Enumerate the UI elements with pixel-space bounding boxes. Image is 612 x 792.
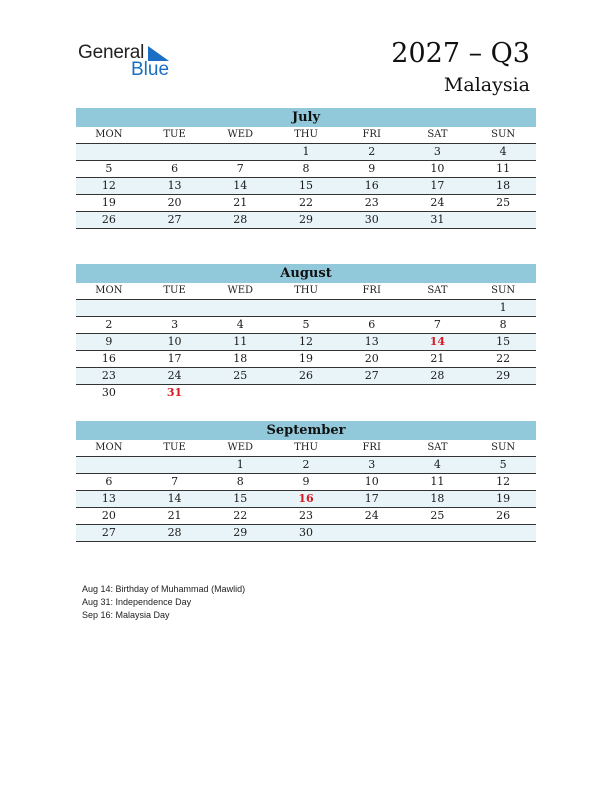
day-cell: 8 xyxy=(470,317,536,334)
day-cell: 8 xyxy=(273,161,339,178)
day-cell: 23 xyxy=(339,195,405,212)
day-cell: 2 xyxy=(273,457,339,474)
day-cell: 15 xyxy=(207,491,273,508)
day-cell: 21 xyxy=(142,508,208,525)
weekday-label: SAT xyxy=(405,127,471,144)
empty-day-cell xyxy=(273,300,339,317)
empty-day-cell xyxy=(470,385,536,401)
weekday-label: SUN xyxy=(470,127,536,144)
month-july xyxy=(76,108,536,229)
day-cell: 27 xyxy=(142,212,208,229)
holiday-note: Aug 14: Birthday of Muhammad (Mawlid) xyxy=(82,584,246,594)
day-cell: 22 xyxy=(470,351,536,368)
weekday-label: TUE xyxy=(142,127,208,144)
holiday-notes xyxy=(82,583,245,622)
empty-day-cell xyxy=(142,144,208,161)
day-cell: 9 xyxy=(76,334,142,351)
empty-day-cell xyxy=(405,300,471,317)
day-cell: 20 xyxy=(142,195,208,212)
weekday-label: MON xyxy=(76,127,142,144)
weekday-label: SAT xyxy=(405,440,471,457)
day-cell: 30 xyxy=(273,525,339,542)
day-cell: 23 xyxy=(76,368,142,385)
weekday-label: SAT xyxy=(405,283,471,300)
country-name: Malaysia xyxy=(443,74,530,96)
day-cell: 5 xyxy=(470,457,536,474)
weekday-label: FRI xyxy=(339,127,405,144)
month-september xyxy=(76,421,536,542)
day-cell: 13 xyxy=(76,491,142,508)
weekday-label: FRI xyxy=(339,283,405,300)
page-title: 2027 – Q3 xyxy=(391,38,530,69)
day-cell: 7 xyxy=(142,474,208,491)
day-cell: 3 xyxy=(142,317,208,334)
day-cell: 24 xyxy=(142,368,208,385)
day-cell: 18 xyxy=(405,491,471,508)
day-cell: 29 xyxy=(273,212,339,229)
day-cell: 23 xyxy=(273,508,339,525)
day-cell: 6 xyxy=(142,161,208,178)
day-cell: 25 xyxy=(470,195,536,212)
day-cell: 8 xyxy=(207,474,273,491)
weekday-label: FRI xyxy=(339,440,405,457)
holiday-note: Aug 31: Independence Day xyxy=(82,597,192,607)
day-cell: 15 xyxy=(470,334,536,351)
day-cell: 11 xyxy=(207,334,273,351)
day-cell: 10 xyxy=(339,474,405,491)
empty-day-cell xyxy=(76,144,142,161)
weekday-label: WED xyxy=(207,127,273,144)
weekday-label: THU xyxy=(273,440,339,457)
day-cell: 4 xyxy=(405,457,471,474)
day-cell: 24 xyxy=(339,508,405,525)
day-cell: 13 xyxy=(339,334,405,351)
logo-word-blue: Blue xyxy=(131,59,170,80)
day-cell: 6 xyxy=(339,317,405,334)
empty-day-cell xyxy=(207,300,273,317)
weekday-label: TUE xyxy=(142,283,208,300)
weekday-label: WED xyxy=(207,440,273,457)
day-cell: 25 xyxy=(207,368,273,385)
empty-day-cell xyxy=(470,525,536,542)
day-cell: 5 xyxy=(273,317,339,334)
day-cell: 26 xyxy=(470,508,536,525)
day-cell: 18 xyxy=(470,178,536,195)
day-cell: 12 xyxy=(273,334,339,351)
day-cell: 26 xyxy=(273,368,339,385)
day-cell: 4 xyxy=(207,317,273,334)
day-cell: 17 xyxy=(339,491,405,508)
empty-day-cell xyxy=(339,300,405,317)
day-cell: 19 xyxy=(273,351,339,368)
day-cell: 19 xyxy=(76,195,142,212)
day-cell: 19 xyxy=(470,491,536,508)
day-cell: 26 xyxy=(76,212,142,229)
day-cell: 16 xyxy=(339,178,405,195)
day-cell: 7 xyxy=(207,161,273,178)
weekday-label: TUE xyxy=(142,440,208,457)
holiday-day-cell: 16 xyxy=(273,491,339,508)
month-header: September xyxy=(76,421,536,440)
weekday-label: SUN xyxy=(470,283,536,300)
empty-day-cell xyxy=(405,385,471,401)
day-cell: 1 xyxy=(207,457,273,474)
day-cell: 20 xyxy=(339,351,405,368)
empty-day-cell xyxy=(405,525,471,542)
day-cell: 3 xyxy=(339,457,405,474)
day-cell: 11 xyxy=(405,474,471,491)
weekday-label: MON xyxy=(76,283,142,300)
day-cell: 2 xyxy=(339,144,405,161)
day-cell: 30 xyxy=(339,212,405,229)
calendar-grid xyxy=(76,283,536,401)
day-cell: 4 xyxy=(470,144,536,161)
day-cell: 29 xyxy=(207,525,273,542)
weekday-label: THU xyxy=(273,283,339,300)
day-cell: 28 xyxy=(405,368,471,385)
holiday-day-cell: 31 xyxy=(166,386,183,399)
day-cell: 30 xyxy=(101,386,116,399)
day-cell: 1 xyxy=(273,144,339,161)
day-cell: 14 xyxy=(207,178,273,195)
day-cell: 25 xyxy=(405,508,471,525)
day-cell: 2 xyxy=(76,317,142,334)
day-cell: 21 xyxy=(207,195,273,212)
day-cell: 13 xyxy=(142,178,208,195)
empty-day-cell xyxy=(142,300,208,317)
holiday-note: Sep 16: Malaysia Day xyxy=(82,610,170,620)
day-cell: 1 xyxy=(470,300,536,317)
day-cell: 22 xyxy=(273,195,339,212)
day-cell: 18 xyxy=(207,351,273,368)
day-cell: 10 xyxy=(405,161,471,178)
day-cell: 9 xyxy=(339,161,405,178)
day-cell: 31 xyxy=(405,212,471,229)
day-cell: 20 xyxy=(76,508,142,525)
logo-word-general: General xyxy=(78,42,145,63)
day-cell: 5 xyxy=(76,161,142,178)
empty-day-cell xyxy=(142,457,208,474)
empty-day-cell xyxy=(76,300,142,317)
empty-day-cell xyxy=(273,385,339,401)
weekday-label: WED xyxy=(207,283,273,300)
month-header: July xyxy=(76,108,536,127)
day-cell: 16 xyxy=(76,351,142,368)
day-cell: 21 xyxy=(405,351,471,368)
day-cell: 27 xyxy=(339,368,405,385)
month-august xyxy=(76,264,536,401)
day-cell: 28 xyxy=(207,212,273,229)
calendar-grid xyxy=(76,127,536,229)
empty-day-cell xyxy=(339,385,405,401)
day-cell: 24 xyxy=(405,195,471,212)
weekday-label: SUN xyxy=(470,440,536,457)
empty-day-cell xyxy=(76,457,142,474)
day-cell: 12 xyxy=(76,178,142,195)
day-cell: 17 xyxy=(405,178,471,195)
day-cell: 29 xyxy=(470,368,536,385)
day-cell: 28 xyxy=(142,525,208,542)
day-cell: 22 xyxy=(207,508,273,525)
day-cell: 14 xyxy=(142,491,208,508)
weekday-label: THU xyxy=(273,127,339,144)
day-cell: 11 xyxy=(470,161,536,178)
holiday-day-cell: 14 xyxy=(405,334,471,351)
empty-day-cell xyxy=(339,525,405,542)
empty-day-cell xyxy=(470,212,536,229)
weekday-label: MON xyxy=(76,440,142,457)
day-cell: 3 xyxy=(405,144,471,161)
day-cell: 27 xyxy=(76,525,142,542)
empty-day-cell xyxy=(207,385,273,401)
calendar-grid xyxy=(76,440,536,542)
month-header: August xyxy=(76,264,536,283)
empty-day-cell xyxy=(207,144,273,161)
day-cell: 9 xyxy=(273,474,339,491)
day-cell: 17 xyxy=(142,351,208,368)
day-cell: 6 xyxy=(76,474,142,491)
day-cell: 15 xyxy=(273,178,339,195)
day-cell: 10 xyxy=(142,334,208,351)
day-cell: 7 xyxy=(405,317,471,334)
day-cell: 12 xyxy=(470,474,536,491)
